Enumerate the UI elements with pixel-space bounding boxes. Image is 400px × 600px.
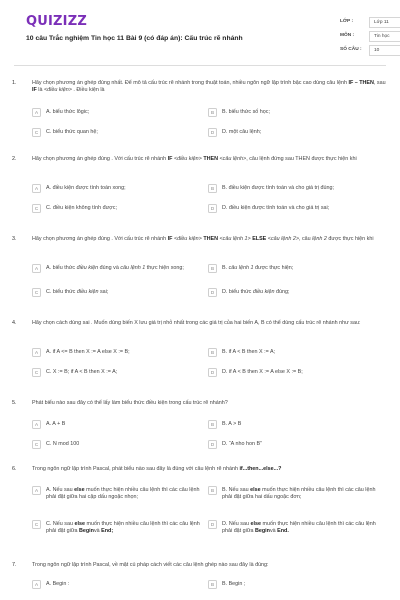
answer-option-c[interactable] [32,368,200,377]
answer-text: C. điều kiện không tính được; [46,205,117,211]
answer-letter-box: B [208,420,217,429]
answer-option-b[interactable] [208,486,376,502]
answer-letter-box: C [32,520,41,529]
answer-text: D. điều kiện được tính toán và cho giá trị sai; [222,205,330,211]
answer-text: A. điều kiện được tính toán xong; [46,185,126,191]
meta-key: SỐ CÂU : [340,46,362,52]
answer-letter-box: B [208,580,217,589]
meta-row-subject [340,29,400,43]
answer-text: B. A > B [222,421,242,427]
answer-option-a[interactable] [32,580,200,589]
answer-letter-box: A [32,184,41,193]
answer-letter-box: D [208,128,217,137]
answer-option-c[interactable] [32,128,200,137]
answer-text: B. câu lệnh 1 được thực hiện; [222,265,294,271]
answer-letter-box: A [32,348,41,357]
answer-text: D. Nếu sau else muốn thực hiện nhiều câu lệnh thì các câu lệnh phải đặt giữa Beginvà End. [222,521,376,535]
answer-text: A. if A <= B then X := A else X := B; [46,349,130,355]
answer-text: B. biểu thức số học; [222,109,270,115]
answer-option-a[interactable] [32,184,200,193]
question-number: 4. [12,320,17,326]
answer-option-c[interactable] [32,288,200,297]
answer-option-b[interactable] [208,420,376,429]
answer-text: B. Nếu sau else muốn thực hiện nhiều câu lệnh thì các câu lệnh phải đặt giữa hai dấu ngoặc đơn; [222,487,376,501]
answer-text: D. một câu lệnh; [222,129,262,135]
answer-option-d[interactable] [208,440,376,449]
answer-letter-box: C [32,288,41,297]
answer-option-a[interactable] [32,420,200,429]
answer-letter-box: D [208,368,217,377]
answer-letter-box: C [32,440,41,449]
answer-text: C. N mod 100 [46,441,80,447]
worksheet-meta [340,15,400,57]
answer-letter-box: A [32,420,41,429]
answer-text: C. Nếu sau else muốn thực hiện nhiều câu lệnh thì các câu lệnh phải đặt giữa Beginvà End; [46,521,200,535]
question-number: 5. [12,400,17,406]
answer-option-c[interactable] [32,440,200,449]
meta-row-question-count [340,43,400,57]
answer-letter-box: C [32,368,41,377]
answer-option-a[interactable] [32,486,200,502]
answer-text: A. Nếu sau else muốn thực hiện nhiều câu lệnh thì các câu lệnh phải đặt giữa hai cặp dấu ngoặc nhọn; [46,487,200,501]
question-text: Hãy chọn phương án ghép đúng . Với cấu trúc rẽ nhánh IF <điều kiện> THEN <câu lệnh>, câu lệnh đứng sau THEN được thực hiện khi [32,156,357,162]
answer-option-d[interactable] [208,288,376,297]
answer-option-d[interactable] [208,128,376,137]
answer-option-d[interactable] [208,520,376,536]
answer-letter-box: A [32,580,41,589]
answer-letter-box: B [208,264,217,273]
quizizz-logo: QUIZIZZ [26,14,87,29]
answer-text: C. X := B; if A < B then X := A; [46,369,118,375]
answer-text: C. biểu thức điều kiện sai; [46,289,109,295]
answer-text: A. biểu thức điều kiện đúng và câu lệnh 1 thực hiện xong; [46,265,184,271]
page-title: 10 câu Trắc nghiệm Tin học 11 Bài 9 (có đáp án): Cấu trúc rẽ nhánh [26,35,243,42]
question-text: Hãy chọn phương án ghép đúng . Với cấu trúc rẽ nhánh IF <điều kiện> THEN <câu lệnh 1> ELSE <câu lệnh 2>, câu lệnh 2 được thực hiện khi [32,236,374,242]
answer-letter-box: D [208,288,217,297]
answer-text: A. Begin : [46,581,70,587]
answer-letter-box: D [208,440,217,449]
answer-option-b[interactable] [208,108,376,117]
answer-letter-box: A [32,486,41,495]
answer-option-a[interactable] [32,108,200,117]
answer-letter-box: B [208,108,217,117]
question-text: Hãy chọn phương án ghép đúng nhất. Để mô tả cấu trúc rẽ nhánh trong thuật toán, nhiều ngôn ngữ lập trình bậc cao dùng câu lệnh IF – THEN, sau IF là <điều kiện> . Điều kiện là [32,80,386,94]
answer-option-d[interactable] [208,368,376,377]
answer-text: B. điều kiện được tính toán và cho giá trị đúng; [222,185,335,191]
answer-option-b[interactable] [208,580,376,589]
answer-text: D. “A nho hon B” [222,441,262,447]
answer-letter-box: B [208,184,217,193]
question-text: Hãy chọn cách dùng sai . Muốn dùng biến X lưu giá trị nhỏ nhất trong các giá trị của hai biến A, B có thể dùng cấu trúc rẽ nhánh như sau: [32,320,361,326]
answer-letter-box: C [32,204,41,213]
question-number: 2. [12,156,17,162]
meta-key: MÔN : [340,32,355,38]
question-number: 6. [12,466,17,472]
answer-text: A. biểu thức lôgic; [46,109,90,115]
question-text: Trong ngôn ngữ lập trình Pascal, phát biểu nào sau đây là đúng với câu lệnh rẽ nhánh if...then...else...? [32,466,282,472]
question-number: 3. [12,236,17,242]
question-number: 7. [12,562,17,568]
answer-letter-box: C [32,128,41,137]
answer-text: B. if A < B then X := A; [222,349,276,355]
answer-option-c[interactable] [32,204,200,213]
answer-text: B. Begin ; [222,581,246,587]
answer-option-d[interactable] [208,204,376,213]
question-text: Trong ngôn ngữ lập trình Pascal, về mặt cú pháp cách viết các câu lệnh ghép nào sau đây là đúng: [32,562,269,568]
meta-value-class: Lớp 11 [369,17,400,28]
question-number: 1. [12,80,17,86]
answer-text: D. biểu thức điều kiện đúng; [222,289,290,295]
answer-option-b[interactable] [208,264,376,273]
question-text: Phát biểu nào sau đây có thể lấy làm biểu thức điều kiện trong cấu trúc rẽ nhánh? [32,400,228,406]
answer-option-a[interactable] [32,348,200,357]
answer-letter-box: A [32,264,41,273]
answer-option-c[interactable] [32,520,200,536]
meta-value-subject: Tin học [369,31,400,42]
answer-option-a[interactable] [32,264,200,273]
answer-option-b[interactable] [208,348,376,357]
answer-text: A. A + B [46,421,66,427]
meta-row-class [340,15,400,29]
answer-letter-box: D [208,204,217,213]
worksheet-header [14,0,390,66]
answer-letter-box: D [208,520,217,529]
answer-letter-box: B [208,486,217,495]
answer-letter-box: A [32,108,41,117]
meta-key: LỚP : [340,18,354,24]
answer-text: D. if A < B then X := A else X := B; [222,369,303,375]
answer-option-b[interactable] [208,184,376,193]
meta-value-question-count: 10 [369,45,400,56]
answer-letter-box: B [208,348,217,357]
answer-text: C. biểu thức quan hệ; [46,129,98,135]
